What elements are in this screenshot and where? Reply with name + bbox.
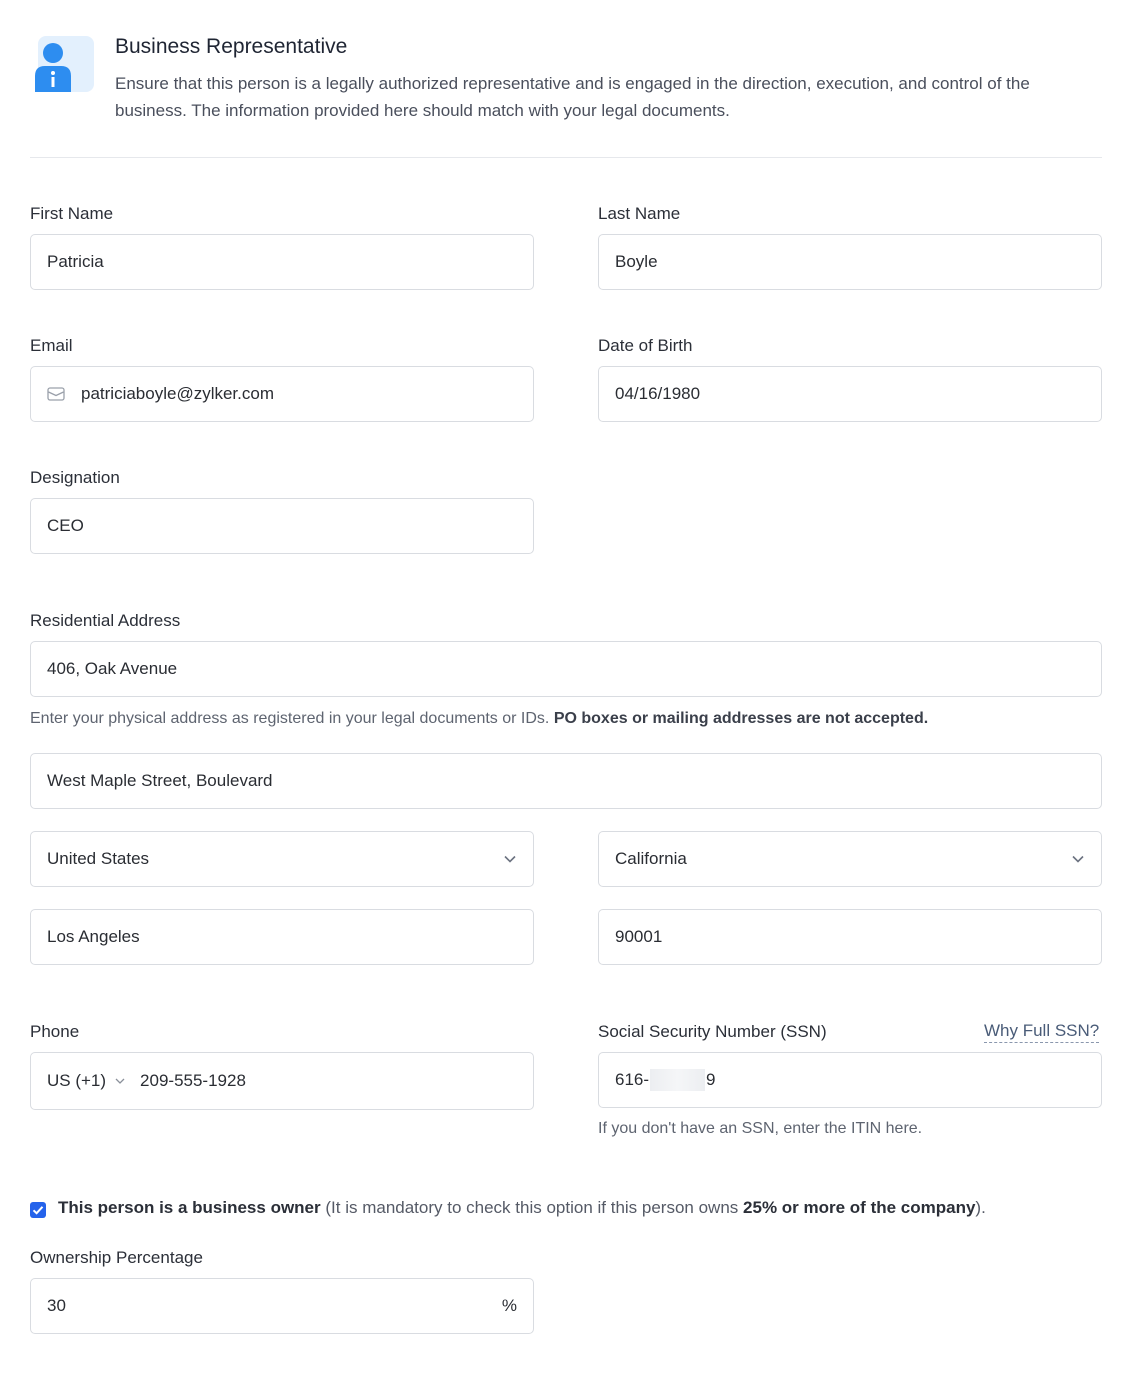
address-hint-text: Enter your physical address as registered in your legal documents or IDs. (30, 710, 550, 727)
first-name-label: First Name (30, 204, 114, 223)
phone-label: Phone (30, 1022, 80, 1041)
person-icon (32, 36, 94, 92)
checkmark-icon (30, 1202, 46, 1218)
business-owner-note-end: ). (975, 1198, 986, 1217)
chevron-down-icon (1071, 852, 1085, 866)
ssn-mask (650, 1069, 705, 1091)
ssn-field[interactable] (598, 1052, 1102, 1108)
percent-suffix: % (501, 1296, 517, 1315)
mail-icon (47, 386, 65, 402)
country-code-select[interactable] (47, 1071, 126, 1091)
country-value: United States (47, 849, 150, 868)
ownership-label: Ownership Percentage (30, 1248, 203, 1267)
email-input[interactable] (81, 384, 517, 404)
business-owner-note: (It is mandatory to check this option if this person owns (325, 1198, 739, 1217)
zip-field[interactable] (598, 909, 1102, 965)
address-hint (30, 710, 928, 728)
ssn-prefix: 616- (615, 1070, 650, 1089)
ssn-hint: If you don't have an SSN, enter the ITIN here. (598, 1120, 923, 1137)
address-line2-input[interactable] (47, 771, 1085, 791)
ssn-suffix: 9 (706, 1070, 716, 1089)
last-name-input[interactable] (615, 252, 1085, 272)
designation-field[interactable] (30, 498, 534, 554)
designation-input[interactable] (47, 516, 517, 536)
business-owner-label (58, 1198, 986, 1218)
page-title: Business Representative (115, 35, 348, 58)
designation-label: Designation (30, 468, 120, 487)
dob-label: Date of Birth (598, 336, 693, 355)
chevron-down-icon (114, 1075, 126, 1087)
why-full-ssn-link[interactable]: Why Full SSN? (984, 1021, 1099, 1043)
address-line1-field[interactable] (30, 641, 1102, 697)
address-line2-field[interactable] (30, 753, 1102, 809)
ownership-input[interactable] (47, 1296, 502, 1316)
dob-input[interactable] (615, 384, 1085, 404)
country-select[interactable] (30, 831, 534, 887)
phone-input[interactable] (140, 1071, 517, 1091)
state-select[interactable] (598, 831, 1102, 887)
divider (30, 157, 1102, 158)
business-owner-bold: This person is a business owner (58, 1198, 321, 1217)
city-input[interactable] (47, 927, 517, 947)
country-code-value: US (+1) (47, 1071, 107, 1090)
address-line1-input[interactable] (47, 659, 1085, 679)
ownership-field[interactable] (30, 1278, 534, 1334)
last-name-label: Last Name (598, 204, 681, 223)
dob-field[interactable] (598, 366, 1102, 422)
page-description: Ensure that this person is a legally authorized representative and is engaged in the direction, execution, and control of the business. The information provided here should match with your legal documents. (115, 74, 1030, 120)
email-label: Email (30, 336, 73, 355)
last-name-field[interactable] (598, 234, 1102, 290)
phone-field[interactable] (30, 1052, 534, 1110)
ssn-label: Social Security Number (SSN) (598, 1022, 827, 1041)
state-value: California (615, 849, 687, 868)
first-name-input[interactable] (47, 252, 517, 272)
city-field[interactable] (30, 909, 534, 965)
zip-input[interactable] (615, 927, 1085, 947)
business-owner-checkbox[interactable] (30, 1202, 46, 1218)
address-hint-bold: PO boxes or mailing addresses are not accepted. (553, 710, 929, 727)
first-name-field[interactable] (30, 234, 534, 290)
chevron-down-icon (503, 852, 517, 866)
address-label: Residential Address (30, 611, 181, 630)
business-owner-threshold: 25% or more of the company (743, 1198, 976, 1217)
email-field[interactable] (30, 366, 534, 422)
